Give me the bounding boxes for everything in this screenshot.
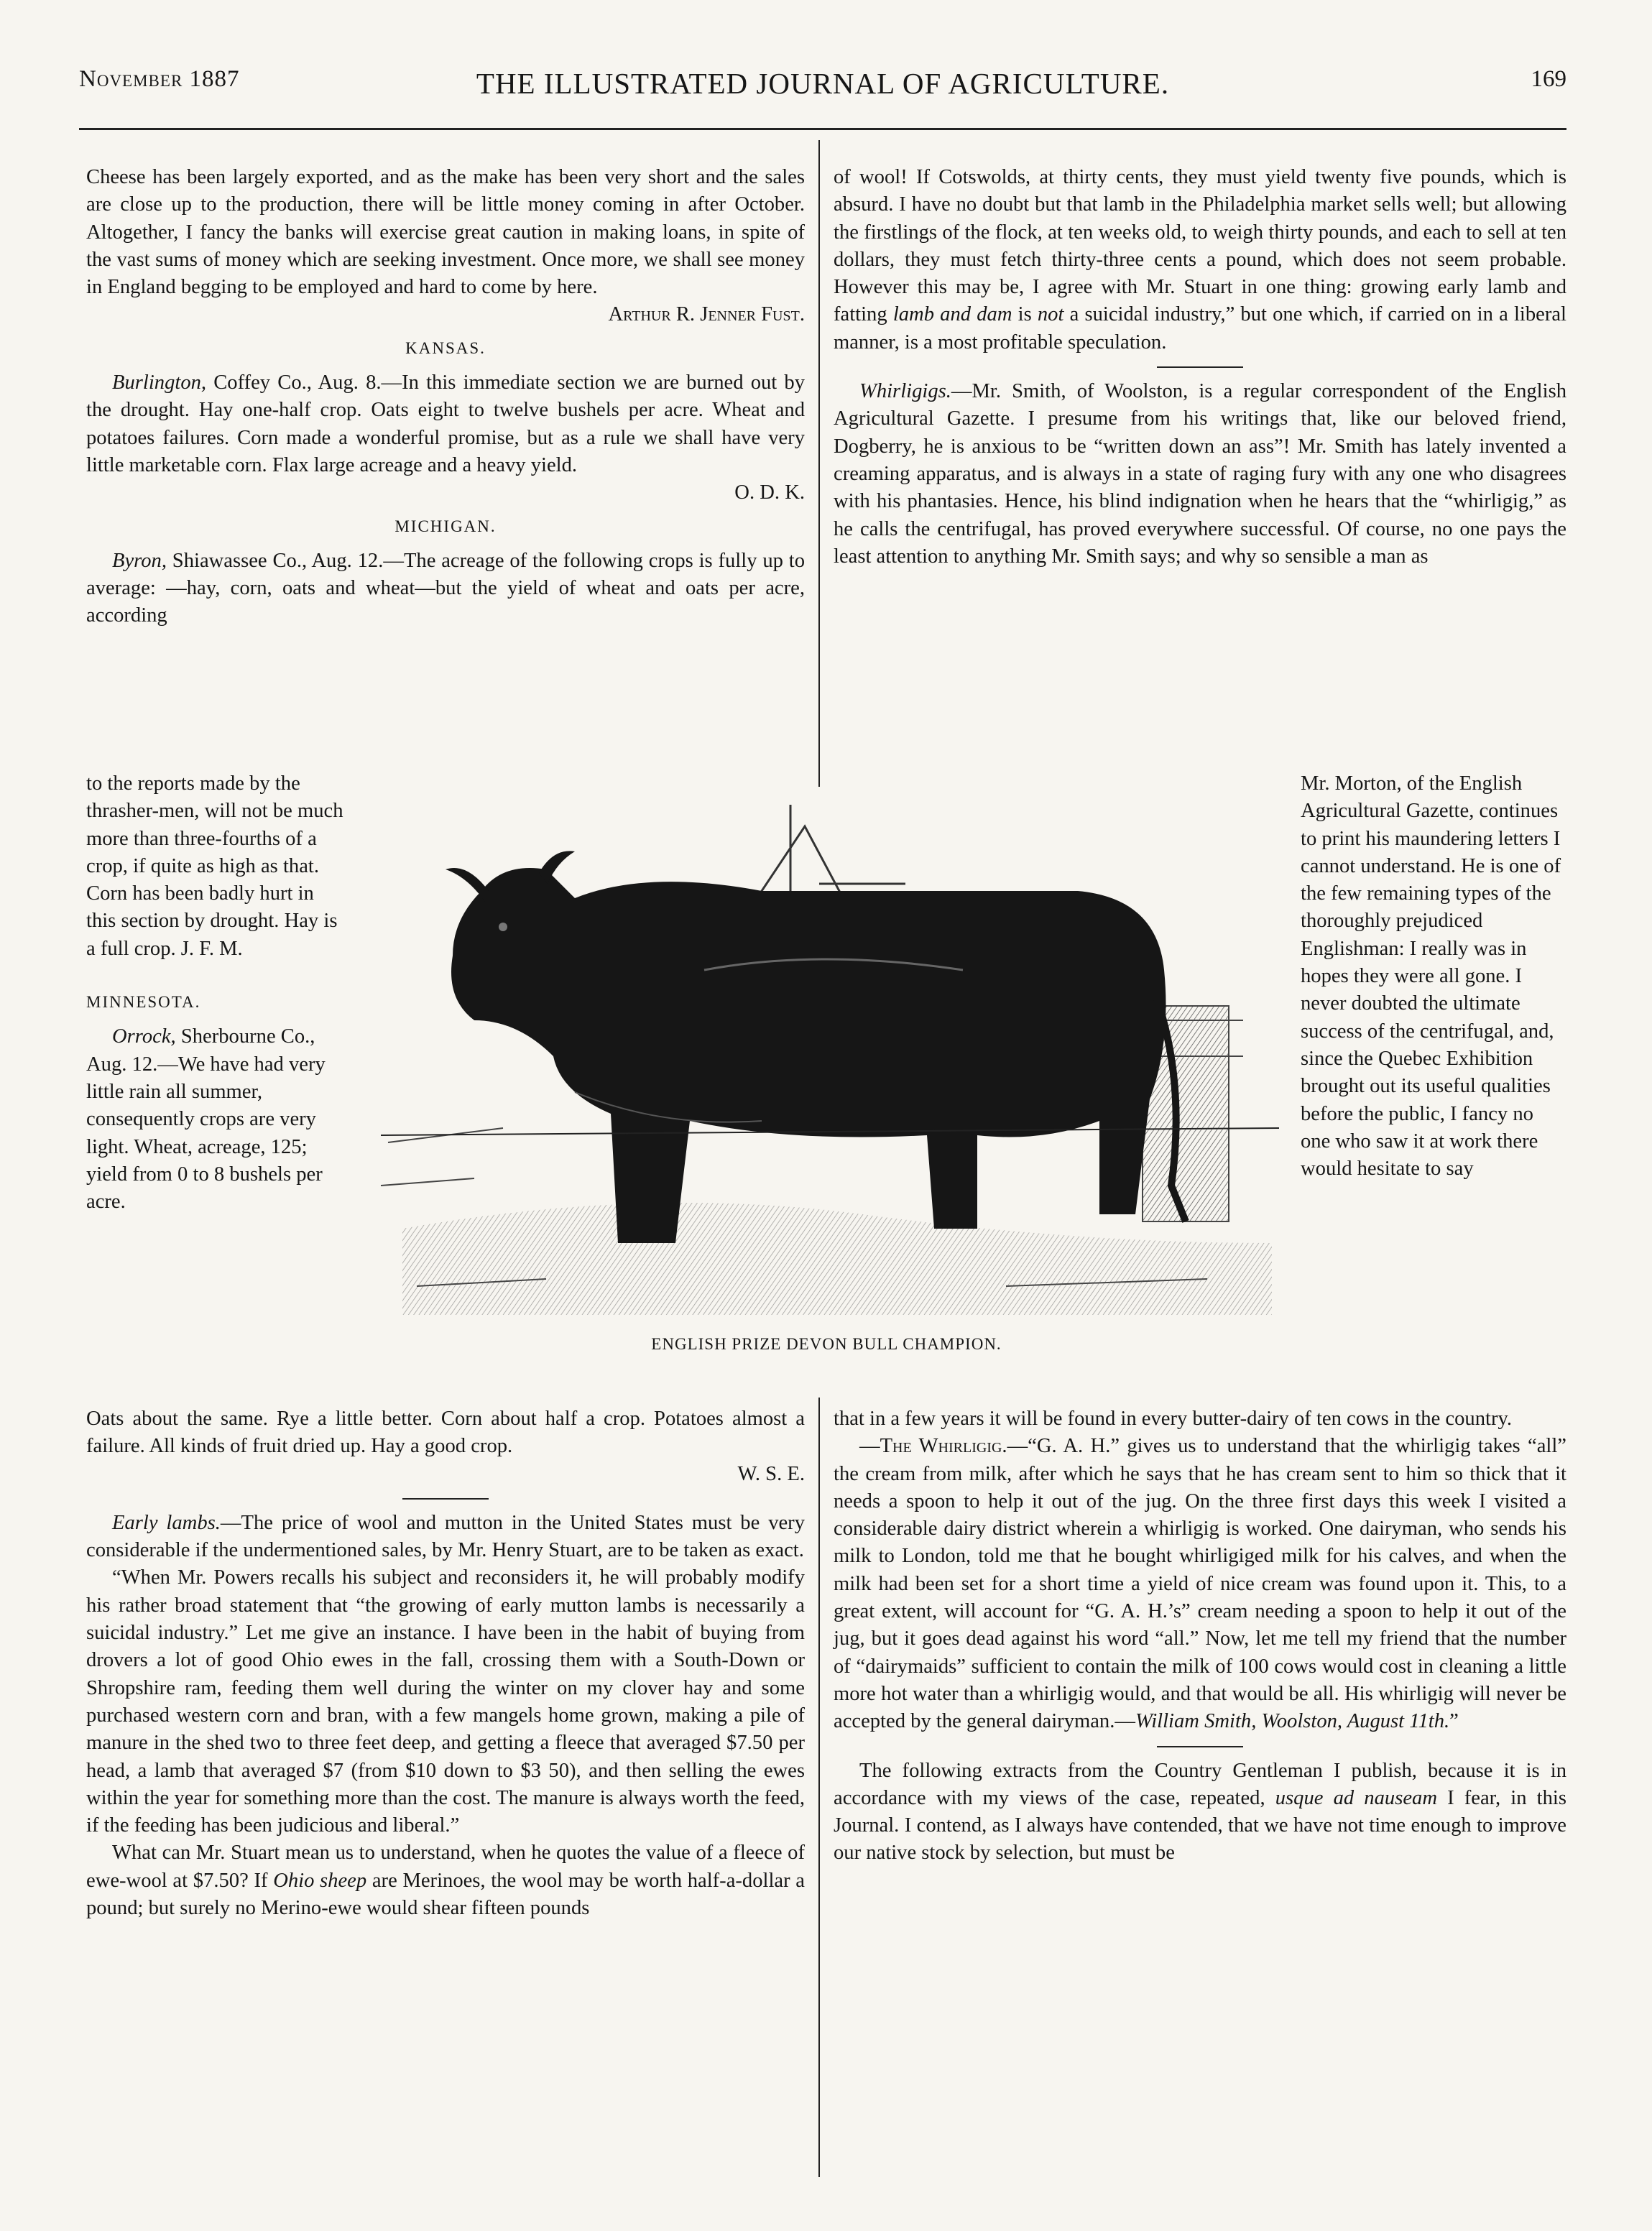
kansas-heading: KANSAS. [405, 338, 486, 357]
stuart-quote: “When Mr. Powers recalls his subject and reconsiders it, he will probably modify his rather broad statement that “the growing of early mutton lambs is necessarily a suicidal industry.” Let me give an instance. I have been in the habit of buying from drovers a lot of good Ohio ewes in the fall, crossing them with a South-Down or Shropshire ram, feeding them well during the winter on my clover hay and some purchased western corn and bran, with a few mangels home grown, making a pile of manure in the shed two to three feet deep, and getting a fleece that averaged $7.50 per head, a lamb that averaged $7 (from $10 down to $3 50), and then selling the ewes within the year for something more than the cost. The manure is always worth the feed, if the feeding has been judicious and liberal.” [86, 1566, 805, 1837]
wool-part-3: a suicidal industry,” but one which, if carried on in a liberal manner, is a most profitable speculation. [834, 303, 1566, 354]
kansas-signature: O. D. K. [734, 481, 805, 504]
whirligigs-conclusion: that in a few years it will be found in every butter-dairy of ten cows in the country. [834, 1408, 1513, 1430]
wool-continuation [834, 164, 1566, 356]
kansas-report [86, 369, 805, 479]
extract-part-2: I fear, in this Journal. I contend, as I always have contended, that we have not time enough to improve our native stock by selection, but must be [834, 1786, 1566, 1865]
michigan-text-full: Shiawassee Co., Aug. 12.—The acreage of the following crops is fully up to average: —hay, corn, oats and wheat—but the yield of wheat and oats per acre, according [86, 549, 805, 627]
lamb-and-dam: lamb and dam [892, 303, 1012, 326]
kansas-place: Burlington, [112, 371, 207, 394]
question-part-2: are Merinoes, the wool may be worth half-a-dollar a pound; but surely no Merino-ewe would shear fifteen pounds [86, 1869, 805, 1920]
ohio-sheep: Ohio sheep [273, 1869, 367, 1892]
intro-signature: Arthur R. Jenner Fust. [608, 303, 805, 326]
minnesota-report [86, 1023, 345, 1216]
letter-signature: William Smith, Woolston, August 11th. [1135, 1710, 1450, 1733]
header-rule [79, 128, 1566, 130]
right-column-top [834, 164, 1566, 571]
whirligigs-text: —Mr. Smith, of Woolston, is a regular correspondent of the English Agricultural Gazette. I presume from his writings that, like our beloved friend, Dogberry, he is anxious to be “written down an ass”! Mr. Smith has lately invented a creaming apparatus, and is always in a state of raging fury with any one who disagrees with his phantasies. Hence, his blind indignation when he hears that the “whirligig,” as he calls the centrifugal, has proved everywhere successful. Of course, no one pays the least attention to anything Mr. Smith says; and why so sensible a man as [834, 380, 1566, 568]
early-lambs-title: Early lambs. [112, 1511, 221, 1534]
left-column-bottom [86, 1405, 805, 1922]
minnesota-place: Orrock, [112, 1025, 176, 1048]
right-narrow-column [1301, 770, 1566, 1183]
intro-paragraph: Cheese has been largely exported, and as the make has been very short and the sales are close up to the production, there will be little money coming in after October. Altogether, I fancy the banks will exercise great caution in making loans, in spite of the vast sums of money which are seeking investment. Once more, we shall see money in England begging to be employed and hard to come by here. [86, 166, 805, 299]
whirligigs-title: Whirligigs. [859, 380, 951, 403]
early-lambs-paragraph [86, 1510, 805, 1565]
not-emphasis: not [1037, 303, 1064, 326]
right-column-bottom [834, 1405, 1566, 1867]
column-divider-top [818, 140, 820, 787]
page-number: 169 [1531, 66, 1566, 92]
minnesota-heading: MINNESOTA. [86, 993, 201, 1012]
michigan-text-narrow: to the reports made by the thrasher-men, will not be much more than three-fourths of a crop, if quite as high as that. Corn has been badly hurt in this section by drought. Hay is a full crop. J. F. M. [86, 772, 343, 960]
michigan-place: Byron, [112, 549, 167, 572]
early-lambs-text: —The price of wool and mutton in the United States must be very considerable if the undermentioned sales, by Mr. Henry Stuart, are to be taken as exact. [86, 1511, 805, 1562]
section-rule [402, 1498, 489, 1500]
page-header [79, 66, 1566, 109]
whirligigs-text-narrow: Mr. Morton, of the English Agricultural Gazette, continues to print his maundering letters I cannot understand. He is one of the few remaining types of the thoroughly prejudiced Englishman: I really was in hopes they were all gone. I never doubted the ultimate success of the centrifugal, and, since the Quebec Exhibition brought out its useful qualities before the public, I fancy no one who saw it at work there would hesitate to say [1301, 772, 1561, 1181]
minnesota-signature: W. S. E. [737, 1462, 805, 1485]
michigan-report [86, 548, 805, 630]
kansas-text: Coffey Co., Aug. 8.—In this immediate section we are burned out by the drought. Hay one-half crop. Oats eight to twelve bushels per acre. Wheat and potatoes failures. Corn made a wonderful promise, but as a rule we shall have very little marketable corn. Flax large acreage and a heavy yield. [86, 371, 805, 476]
usque-ad-nauseam: usque ad nauseam [1275, 1786, 1437, 1809]
bull-engraving-icon [359, 783, 1293, 1326]
wool-part-1: of wool! If Cotswolds, at thirty cents, they must yield twenty five pounds, which is absurd. I have no doubt but that lamb in the Philadelphia market sells well; but allowing the firstlings of the flock, at ten weeks old, to weigh thirty pounds, and each to sell at ten dollars, they must fetch thirty-three cents a pound, which does not seem probable. However this may be, I agree with Mr. Stuart in one thing: growing early lamb and fatting [834, 166, 1566, 326]
left-narrow-column [86, 770, 345, 1216]
wool-part-2: is [1012, 303, 1038, 326]
journal-title: THE ILLUSTRATED JOURNAL OF AGRICULTURE. [476, 67, 1170, 100]
question-part-1: What can Mr. Stuart mean us to understand, when he quotes the value of a fleece of ewe-wool at $7.50? If [86, 1842, 805, 1892]
whirligig-letter [834, 1433, 1566, 1735]
left-column-top [86, 164, 805, 630]
stuart-question [86, 1839, 805, 1922]
section-rule-right [1157, 366, 1243, 368]
extracts-paragraph [834, 1757, 1566, 1867]
issue-date: November 1887 [79, 66, 240, 92]
minnesota-text-narrow: Sherbourne Co., Aug. 12.—We have had very little rain all summer, consequently crops are very light. Wheat, acreage, 125; yield from 0 to 8 bushels per acre. [86, 1025, 326, 1214]
section-rule-right-2 [1157, 1746, 1243, 1747]
whirligig-text: —“G. A. H.” gives us to understand that the whirligig takes “all” the cream from milk, after which he says that he has cream sent to him so thick that it needs a spoon to help it out of the jug. On the three first days this week I visited a considerable dairy district wherein a whirligig is worked. One dairyman, who sends his milk to London, told me that he bought whirligiged milk for his calves, and when the milk had been set for a short time a yield of nice cream was found upon it. This, to a great extent, will account for “G. A. H.’s” cream needing a spoon to help it out of the jug, but it goes dead against his word “all.” Now, let me tell my friend that the number of “dairymaids” sufficient to contain the milk of 100 cows would cost in cleaning a little more hot water than a whirligig would, and that would be all. His whirligig will never be accepted by the general dairyman.— [834, 1435, 1566, 1733]
bull-figure [359, 783, 1293, 1326]
whirligig-lead: —The Whirligig. [859, 1435, 1007, 1458]
column-divider-bottom [818, 1398, 820, 2177]
figure-caption: ENGLISH PRIZE DEVON BULL CHAMPION. [651, 1335, 1002, 1353]
whirligigs-paragraph [834, 378, 1566, 571]
closing-quote: ” [1449, 1710, 1459, 1733]
michigan-heading: MICHIGAN. [394, 517, 497, 535]
minnesota-text-full: Oats about the same. Rye a little better. Corn about half a crop. Potatoes almost a failure. All kinds of fruit dried up. Hay a good crop. [86, 1408, 805, 1458]
extract-part-1: The following extracts from the Country Gentleman I publish, because it is in accordance with my views of the case, repeated, [834, 1759, 1566, 1809]
